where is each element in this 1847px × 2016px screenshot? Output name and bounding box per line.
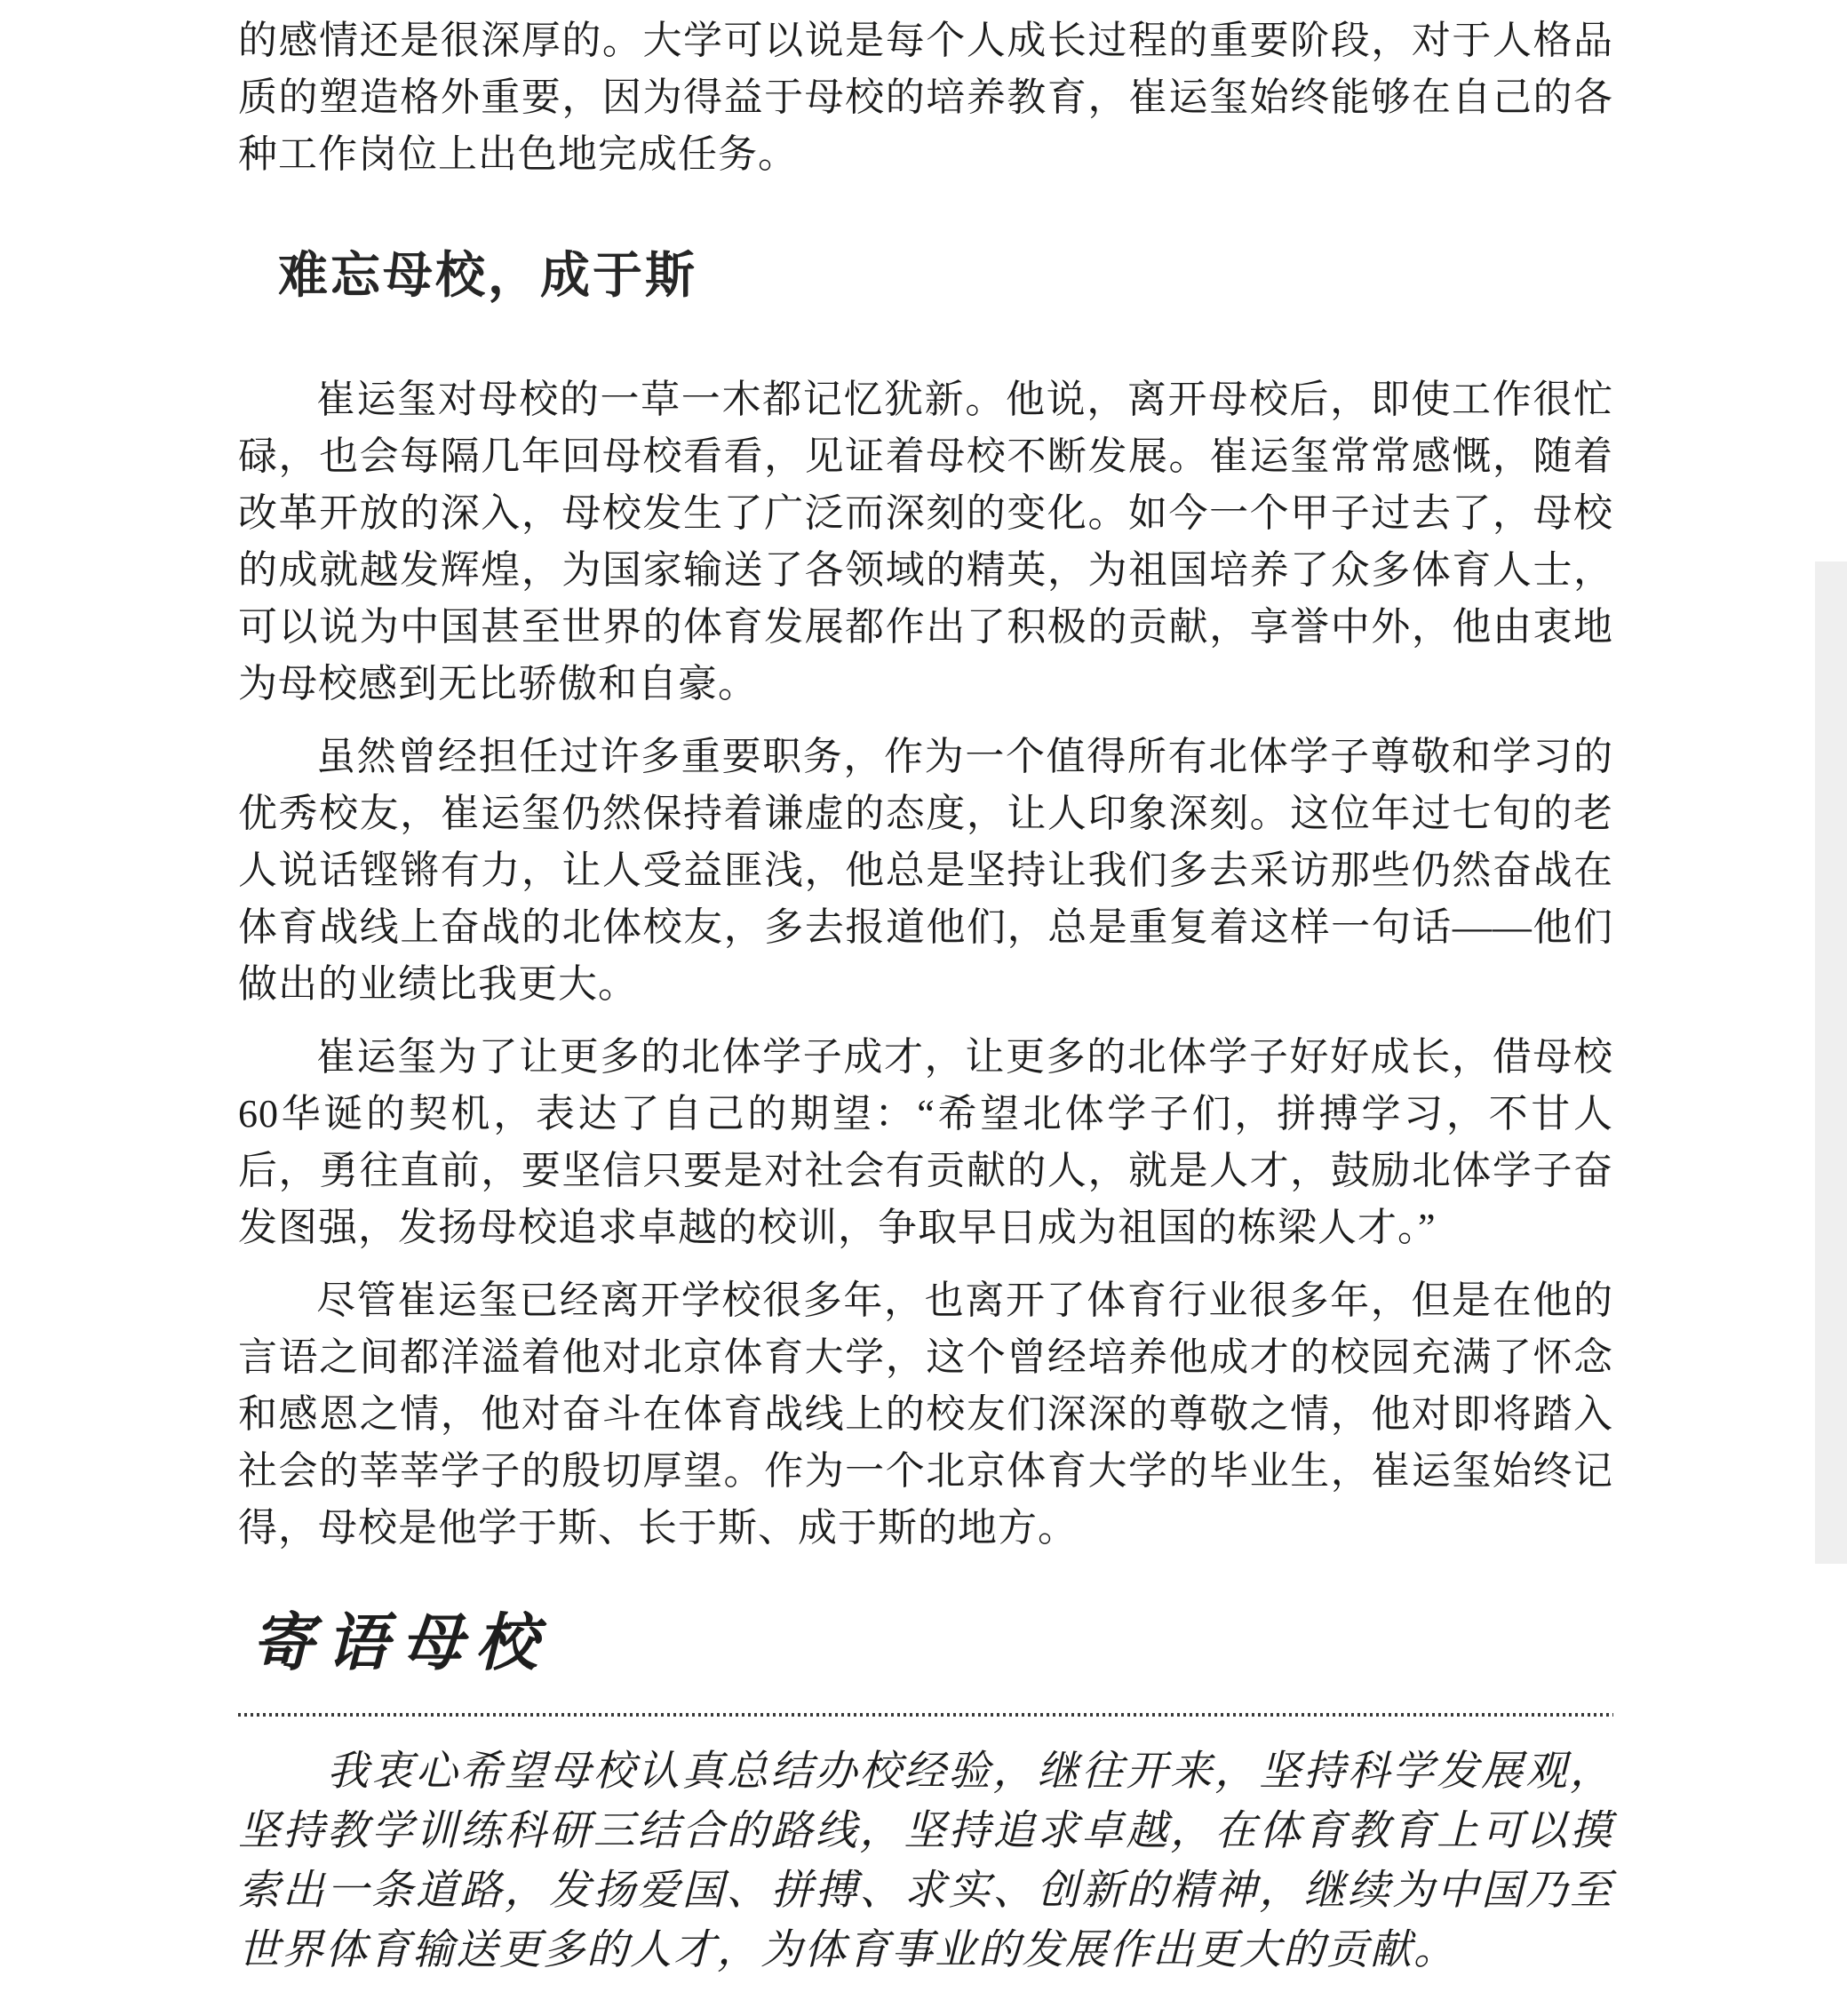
text-column	[238, 12, 1613, 1980]
section-heading: 难忘母校，成于斯	[278, 247, 697, 303]
message-paragraph: 我衷心希望母校认真总结办校经验，继往开来，坚持科学发展观，坚持教学训练科研三结合的路线，坚持追求卓越，在体育教育上可以摸索出一条道路，发扬爱国、拼搏、求实、创新的精神，继续为中国乃至世界体育输送更多的人才，为体育事业的发展作出更大的贡献。	[238, 1747, 1613, 1974]
dotted-divider	[238, 1713, 1613, 1717]
section-paragraph-3: 崔运玺为了让更多的北体学子成才，让更多的北体学子好好成长，借母校60华诞的契机，表达了自己的期望：“希望北体学子们，拼搏学习，不甘人后，勇往直前，要坚信只要是对社会有贡献的人，就是人才，鼓励北体学子奋发图强，发扬母校追求卓越的校训，争取早日成为祖国的栋梁人才。”	[238, 1035, 1613, 1249]
message-heading: 寄语母校	[251, 1606, 550, 1679]
intro-paragraph: 的感情还是很深厚的。大学可以说是每个人成长过程的重要阶段，对于人格品质的塑造格外重要，因为得益于母校的培养教育，崔运玺始终能够在自己的各种工作岗位上出色地完成任务。	[238, 19, 1613, 176]
section-paragraph-2: 虽然曾经担任过许多重要职务，作为一个值得所有北体学子尊敬和学习的优秀校友，崔运玺仍然保持着谦虚的态度，让人印象深刻。这位年过七旬的老人说话铿锵有力，让人受益匪浅，他总是坚持让我们多去采访那些仍然奋战在体育战线上奋战的北体校友，多去报道他们，总是重复着这样一句话——他们做出的业绩比我更大。	[238, 735, 1613, 1006]
page-edge-strip	[1815, 562, 1847, 1564]
section-paragraph-1: 崔运玺对母校的一草一木都记忆犹新。他说，离开母校后，即使工作很忙碌，也会每隔几年回母校看看，见证着母校不断发展。崔运玺常常感慨，随着改革开放的深入，母校发生了广泛而深刻的变化。如今一个甲子过去了，母校的成就越发辉煌，为国家输送了各领域的精英，为祖国培养了众多体育人士，可以说为中国甚至世界的体育发展都作出了积极的贡献，享誉中外，他由衷地为母校感到无比骄傲和自豪。	[238, 378, 1613, 705]
section-paragraph-4: 尽管崔运玺已经离开学校很多年，也离开了体育行业很多年，但是在他的言语之间都洋溢着他对北京体育大学，这个曾经培养他成才的校园充满了怀念和感恩之情，他对奋斗在体育战线上的校友们深深的尊敬之情，他对即将踏入社会的莘莘学子的殷切厚望。作为一个北京体育大学的毕业生，崔运玺始终记得，母校是他学于斯、长于斯、成于斯的地方。	[238, 1279, 1613, 1550]
